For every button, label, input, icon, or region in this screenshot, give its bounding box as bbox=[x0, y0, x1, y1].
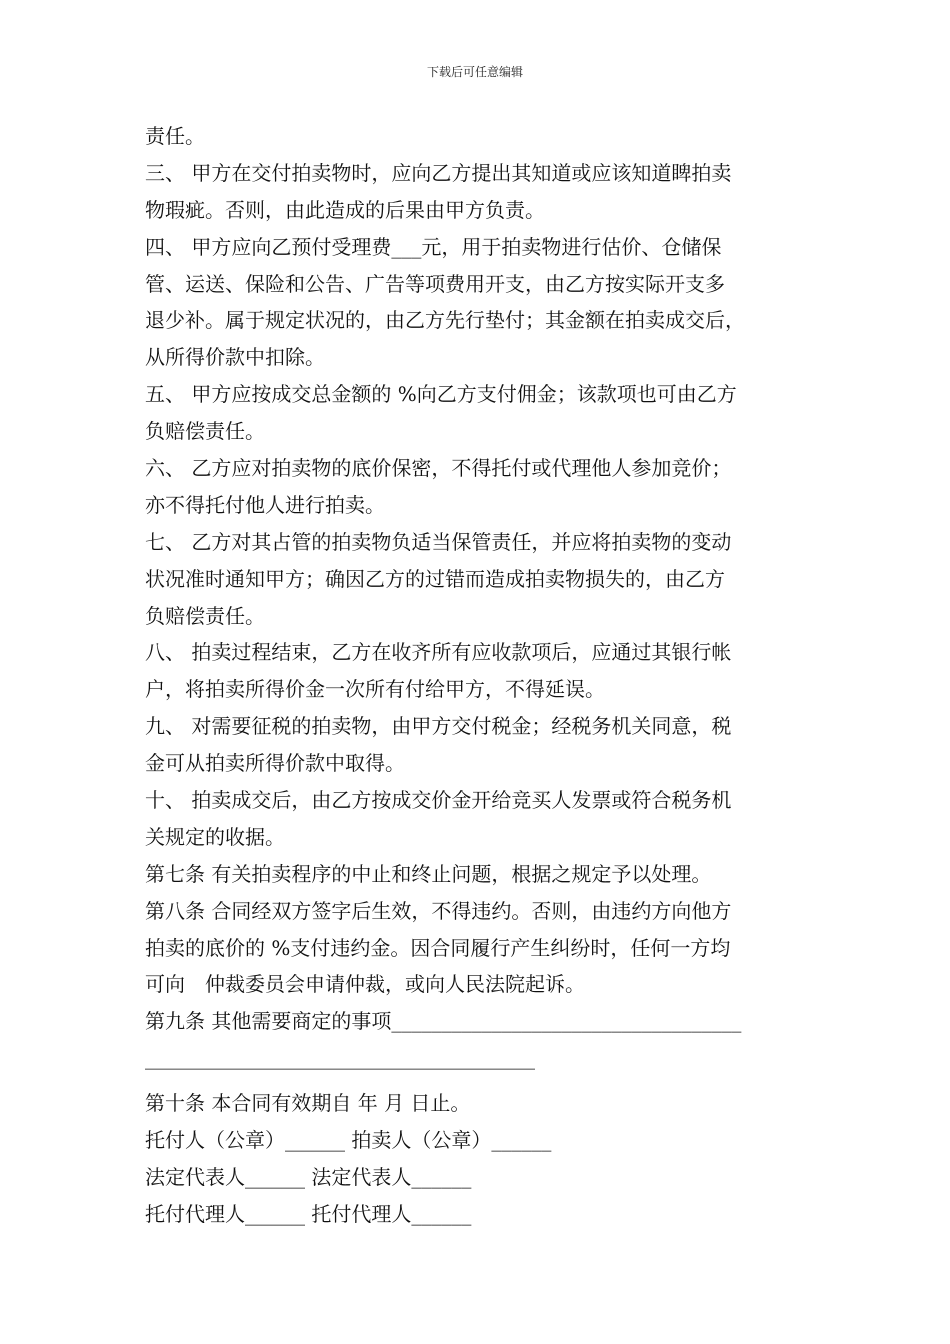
page-header: 下载后可任意编辑 bbox=[426, 65, 523, 79]
text-line: 十、 拍卖成交后，由乙方按成交价金开给竞买人发票或符合税务机 bbox=[145, 788, 732, 813]
text-line: 金可从拍卖所得价款中取得。 bbox=[145, 751, 405, 776]
section-gap bbox=[145, 1077, 817, 1085]
text-line: 法定代表人______ 法定代表人______ bbox=[145, 1164, 472, 1189]
text-line: 关规定的收据。 bbox=[145, 824, 285, 849]
text-line: 四、 甲方应向乙预付受理费___元，用于拍卖物进行估价、仓储保 bbox=[145, 234, 722, 259]
text-line: 第九条 其他需要商定的事项___________________________________ bbox=[145, 1009, 742, 1034]
text-line: 五、 甲方应按成交总金额的 %向乙方支付佣金；该款项也可由乙方 bbox=[145, 382, 737, 407]
text-line: 亦不得托付他人进行拍卖。 bbox=[145, 492, 385, 517]
text-line: 负赔偿责任。 bbox=[145, 419, 265, 444]
text-line: 可向 仲裁委员会申请仲裁，或向人民法院起诉。 bbox=[145, 972, 585, 997]
text-line: 三、 甲方在交付拍卖物时，应向乙方提出其知道或应该知道睥拍卖 bbox=[145, 160, 732, 185]
text-line: 物瑕疵。否则，由此造成的后果由甲方负责。 bbox=[145, 197, 545, 222]
text-line: 责任。 bbox=[145, 124, 205, 148]
text-line: 第七条 有关拍卖程序的中止和终止问题，根据之规定予以处理。 bbox=[145, 861, 712, 886]
text-line: 托付代理人______ 托付代理人______ bbox=[145, 1201, 472, 1226]
text-line: 从所得价款中扣除。 bbox=[145, 345, 325, 370]
text-line: 第八条 合同经双方签字后生效，不得违约。否则，由违约方向他方 bbox=[145, 898, 732, 923]
text-line: 管、运送、保险和公告、广告等项费用开支，由乙方按实际开支多 bbox=[145, 271, 725, 296]
text-line: 七、 乙方对其占管的拍卖物负适当保管责任，并应将拍卖物的变动 bbox=[145, 529, 732, 554]
text-line: 九、 对需要征税的拍卖物，由甲方交付税金；经税务机关同意，税 bbox=[145, 714, 732, 739]
text-line: 六、 乙方应对拍卖物的底价保密，不得托付或代理他人参加竞价； bbox=[145, 456, 732, 481]
text-line: 拍卖的底价的 %支付违约金。因合同履行产生纠纷时，任何一方均 bbox=[145, 935, 731, 960]
text-line: 户，将拍卖所得价金一次所有付给甲方，不得延误。 bbox=[145, 677, 605, 702]
text-line: 八、 拍卖过程结束，乙方在收齐所有应收款项后，应通过其银行帐 bbox=[145, 640, 732, 665]
text-line: 第十条 本合同有效期自 年 月 日止。 bbox=[145, 1091, 471, 1116]
text-line: 退少补。属于规定状况的，由乙方先行垫付；其金额在拍卖成交后， bbox=[145, 308, 745, 333]
text-line: _______________________________________ bbox=[145, 1046, 535, 1071]
text-line: 负赔偿责任。 bbox=[145, 603, 265, 628]
text-line: 托付人（公章）______ 拍卖人（公章）______ bbox=[145, 1128, 552, 1153]
text-line: 状况准时通知甲方；确因乙方的过错而造成拍卖物损失的，由乙方 bbox=[145, 566, 725, 591]
contract-body bbox=[145, 118, 817, 1233]
